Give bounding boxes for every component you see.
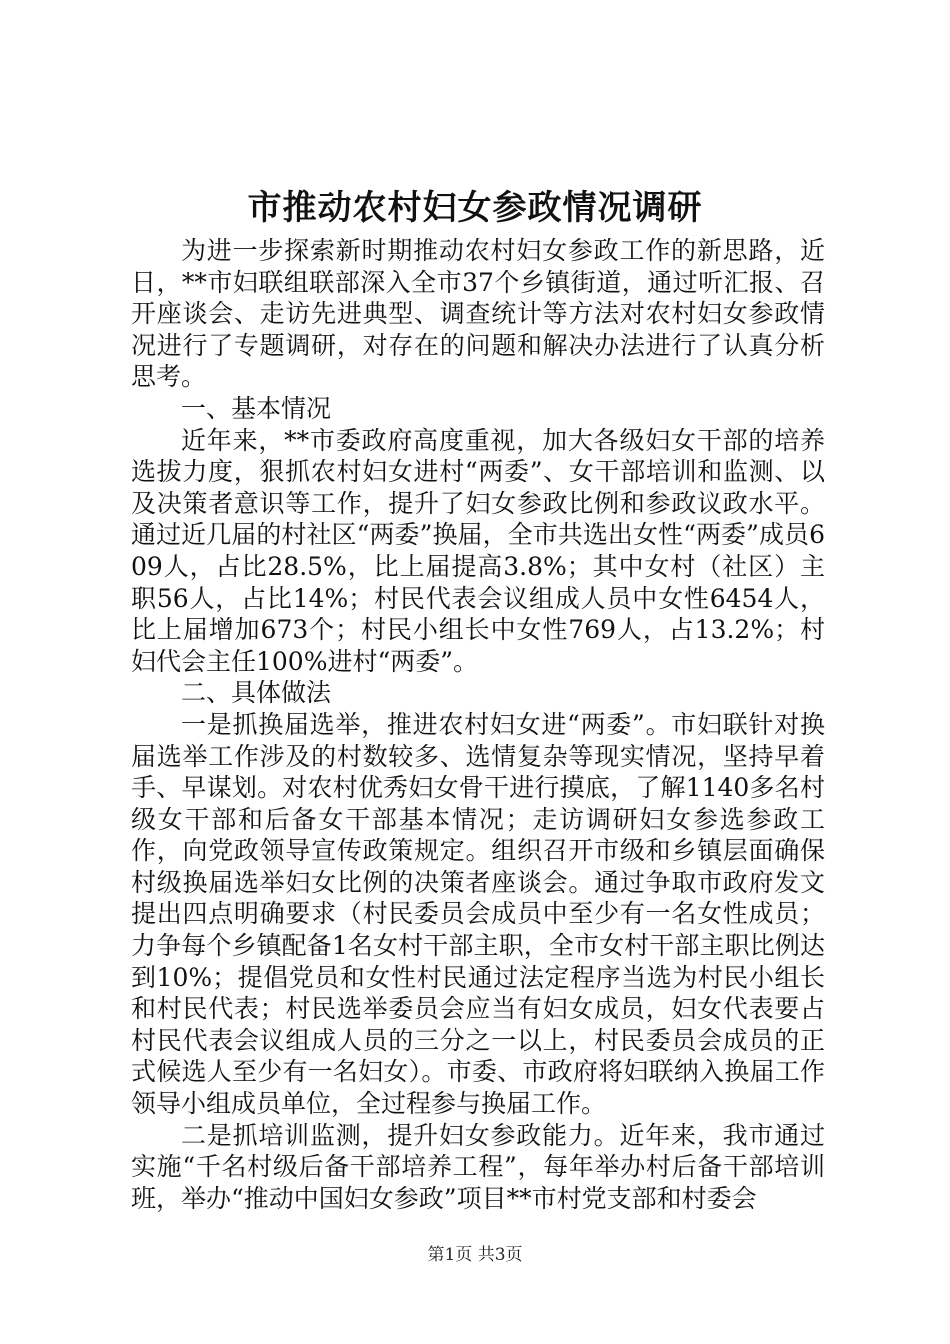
page-footer: 第1页 共3页 bbox=[427, 1245, 523, 1265]
document-body bbox=[131, 235, 825, 1214]
page-title: 市推动农村妇女参政情况调研 bbox=[247, 188, 703, 228]
section-heading-practice: 二、具体做法 bbox=[181, 678, 332, 708]
paragraph-practice-two: 二是抓培训监测，提升妇女参政能力。近年来，我市通过实施“千名村级后备干部培养工程”，每年举办村后备干部培训班，举办“推动中国妇女参政”项目**市村党支部和村委会 bbox=[131, 1120, 825, 1213]
paragraph-basic-situation: 近年来，**市委政府高度重视，加大各级妇女干部的培养选拔力度，狠抓农村妇女进村“两委”、女干部培训和监测、以及决策者意识等工作，提升了妇女参政比例和参政议政水平。通过近几届的村社区“两委”换届，全市共选出女性“两委”成员609人，占比28.5%，比上届提高3.8%；其中女村（社区）主职56人，占比14%；村民代表会议组成人员中女性6454人，比上届增加673个；村民小组长中女性769人，占13.2%；村妇代会主任100%进村“两委”。 bbox=[131, 425, 825, 676]
section-heading-basic: 一、基本情况 bbox=[181, 393, 332, 423]
paragraph-practice-one: 一是抓换届选举，推进农村妇女进“两委”。市妇联针对换届选举工作涉及的村数较多、选情复杂等现实情况，坚持早着手、早谋划。对农村优秀妇女骨干进行摸底，了解1140多名村级女干部和后备女干部基本情况；走访调研妇女参选参政工作，向党政领导宣传政策规定。组织召开市级和乡镇层面确保村级换届选举妇女比例的决策者座谈会。通过争取市政府发文提出四点明确要求（村民委员会成员中至少有一名女性成员；力争每个乡镇配备1名女村干部主职，全市女村干部主职比例达到10%；提倡党员和女性村民通过法定程序当选为村民小组长和村民代表；村民选举委员会应当有妇女成员，妇女代表要占村民代表会议组成人员的三分之一以上，村民委员会成员的正式候选人至少有一名妇女）。市委、市政府将妇联纳入换届工作领导小组成员单位，全过程参与换届工作。 bbox=[131, 709, 825, 1119]
paragraph-intro: 为进一步探索新时期推动农村妇女参政工作的新思路，近日，**市妇联组联部深入全市37个乡镇街道，通过听汇报、召开座谈会、走访先进典型、调查统计等方法对农村妇女参政情况进行了专题调研，对存在的问题和解决办法进行了认真分析思考。 bbox=[131, 236, 825, 392]
